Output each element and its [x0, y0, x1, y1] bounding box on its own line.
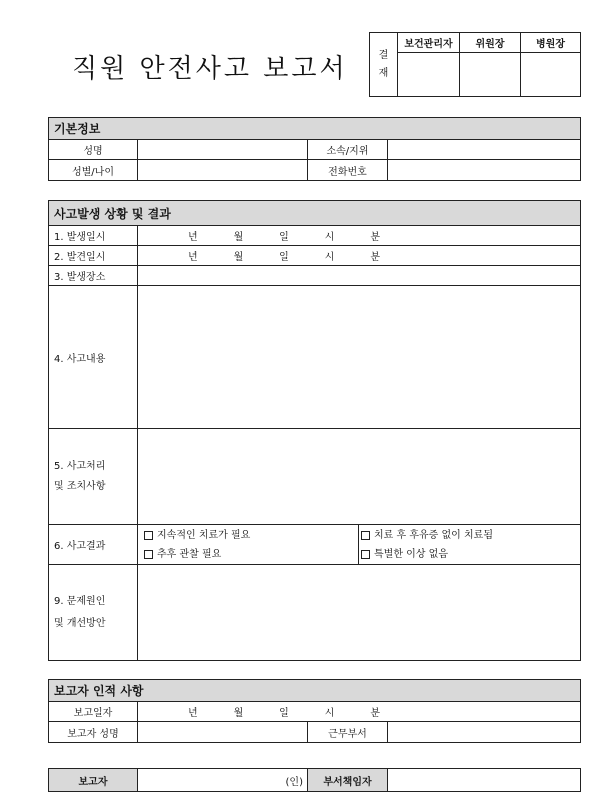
- work-dept-label: 근무부서: [308, 722, 388, 743]
- approval-label: 결 재: [370, 33, 398, 97]
- phone-label: 전화번호: [308, 160, 388, 181]
- place-field[interactable]: [138, 266, 581, 286]
- sign-reporter-field[interactable]: [138, 769, 308, 792]
- approval-header-director: 병원장: [521, 33, 581, 53]
- approval-sign-director[interactable]: [521, 53, 581, 97]
- checkbox-icon[interactable]: [144, 531, 153, 540]
- report-date-label: 보고일자: [49, 702, 138, 722]
- sign-dept-head-label: 부서책임자: [308, 769, 388, 792]
- checkbox-icon[interactable]: [361, 550, 370, 559]
- dept-position-field[interactable]: [388, 140, 581, 160]
- page-title: 직원 안전사고 보고서: [72, 53, 348, 84]
- occur-time-units: 년 월 일 시 분: [188, 232, 380, 243]
- occur-time-field[interactable]: [138, 226, 581, 246]
- found-time-units: 년 월 일 시 분: [188, 252, 380, 263]
- approval-header-health-manager: 보건관리자: [398, 33, 460, 53]
- occur-time-label: 1. 발생일시: [49, 226, 138, 246]
- content-label: 4. 사고내용: [49, 286, 138, 429]
- signature-table: [48, 768, 581, 792]
- basic-info-table: [48, 117, 581, 181]
- result-option-ongoing[interactable]: 지속적인 치료가 필요: [144, 526, 358, 545]
- found-time-label: 2. 발견일시: [49, 246, 138, 266]
- handling-label: 5. 사고처리 및 조치사항: [49, 429, 138, 525]
- gender-age-label: 성별/나이: [49, 160, 138, 181]
- checkbox-icon[interactable]: [361, 531, 370, 540]
- sign-dept-head-field[interactable]: [388, 769, 581, 792]
- seal-mark: (인): [285, 776, 303, 788]
- approval-sign-chair[interactable]: [460, 53, 521, 97]
- accident-table: [48, 200, 581, 661]
- result-label: 6. 사고결과: [49, 525, 138, 565]
- cause-label: 9. 문제원인 및 개선방안: [49, 565, 138, 661]
- work-dept-field[interactable]: [388, 722, 581, 743]
- name-label: 성명: [49, 140, 138, 160]
- checkbox-icon[interactable]: [144, 550, 153, 559]
- gender-age-field[interactable]: [138, 160, 308, 181]
- approval-table: [369, 32, 581, 97]
- sign-reporter-label: 보고자: [49, 769, 138, 792]
- report-date-units: 년 월 일 시 분: [188, 708, 380, 719]
- handling-field[interactable]: [138, 429, 581, 525]
- basic-info-header: 기본정보: [49, 118, 581, 140]
- reporter-table: [48, 679, 581, 743]
- place-label: 3. 발생장소: [49, 266, 138, 286]
- report-date-field[interactable]: [138, 702, 581, 722]
- result-option-cured[interactable]: 치료 후 후유증 없이 치료됨: [361, 526, 580, 545]
- cause-field[interactable]: [138, 565, 581, 661]
- accident-header: 사고발생 상황 및 결과: [49, 201, 581, 226]
- reporter-header: 보고자 인적 사항: [49, 680, 581, 702]
- approval-sign-health-manager[interactable]: [398, 53, 460, 97]
- dept-position-label: 소속/지위: [308, 140, 388, 160]
- result-option-none[interactable]: 특별한 이상 없음: [361, 545, 580, 564]
- result-options-right: [359, 525, 581, 565]
- found-time-field[interactable]: [138, 246, 581, 266]
- content-field[interactable]: [138, 286, 581, 429]
- name-field[interactable]: [138, 140, 308, 160]
- approval-header-chair: 위원장: [460, 33, 521, 53]
- phone-field[interactable]: [388, 160, 581, 181]
- reporter-name-field[interactable]: [138, 722, 308, 743]
- result-option-observe[interactable]: 추후 관찰 필요: [144, 545, 358, 564]
- reporter-name-label: 보고자 성명: [49, 722, 138, 743]
- result-options-left: [138, 525, 359, 565]
